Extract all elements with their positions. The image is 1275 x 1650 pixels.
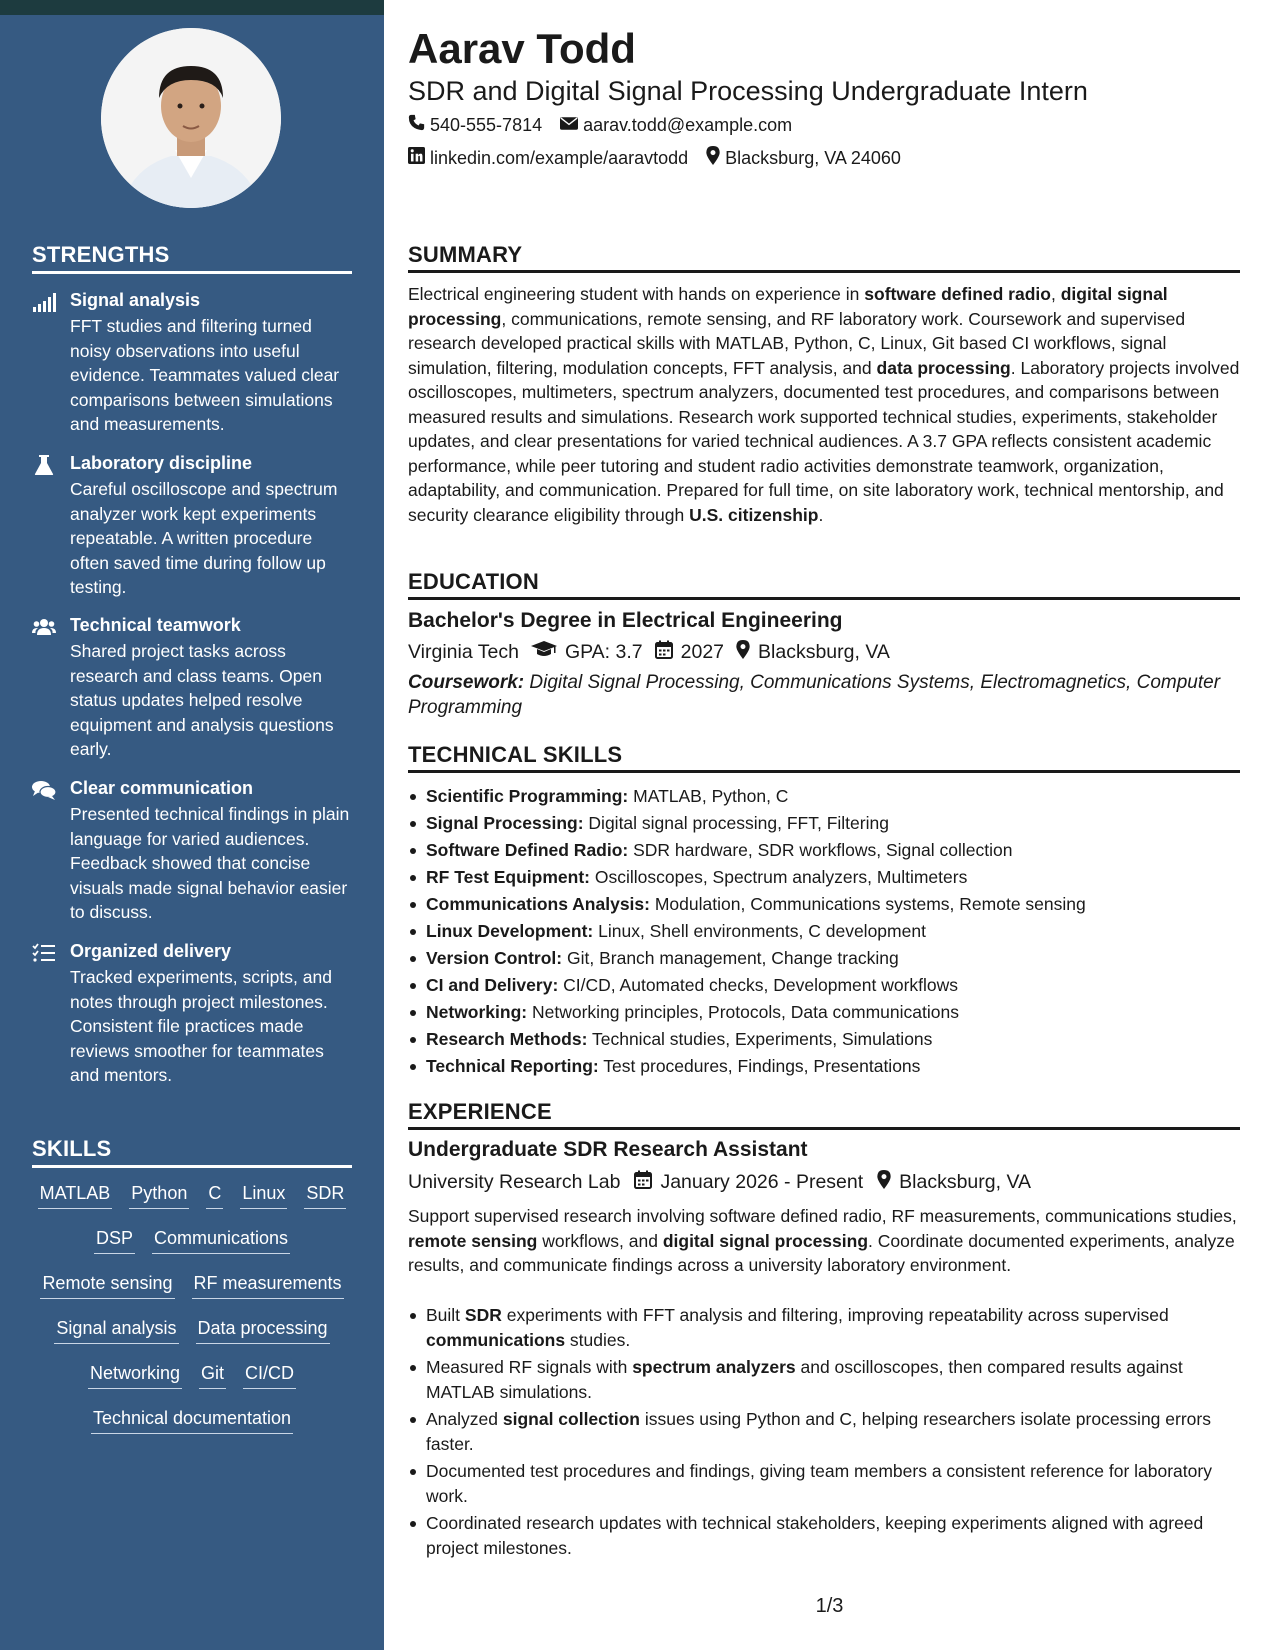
skill-category: Research Methods: [426,1029,588,1049]
bold-keyword: spectrum analyzers [632,1357,796,1377]
technical-skill-item [408,945,1240,972]
map-pin-icon [706,146,725,170]
year-text: 2027 [680,640,725,663]
education-heading: EDUCATION [408,569,1240,600]
skill-values: SDR hardware, SDR workflows, Signal collection [633,840,1013,860]
page-number: 1/3 [815,1595,844,1617]
skill-chip: Technical documentation [91,1405,293,1434]
bold-keyword: remote sensing [408,1230,538,1251]
skill-chip: Remote sensing [40,1270,174,1299]
strength-description: Shared project tasks across research and class teams. Open status updates helped resolve equipment and analysis questions early. [70,641,334,759]
sidebar [0,0,384,1650]
skills-chips [32,1180,352,1450]
technical-skills-heading: TECHNICAL SKILLS [408,742,1240,773]
envelope-icon [560,115,583,136]
skill-chip: SDR [304,1180,346,1209]
experience-location-text: Blacksburg, VA [899,1170,1032,1193]
experience-location [877,1170,1031,1195]
technical-skill-item [408,1026,1240,1053]
bold-keyword: U.S. citizenship [689,504,819,525]
skill-category: Scientific Programming: [426,786,629,806]
strength-item [32,289,352,434]
strength-description: FFT studies and filtering turned noisy observations into useful evidence. Teammates valued clear comparisons between simulations and measurements. [70,316,340,434]
calendar-icon [634,1170,660,1195]
strength-item [32,452,352,597]
bold-keyword: SDR [464,1305,502,1325]
text-run: , [1050,284,1061,304]
strength-item [32,940,352,1100]
skill-category: Communications Analysis: [426,894,650,914]
skill-chip: C [206,1180,223,1209]
strength-title: Technical teamwork [70,615,241,635]
graduation-cap-icon [531,640,565,664]
bold-keyword: digital signal processing [662,1230,869,1251]
strength-item [32,777,352,922]
skill-chip: MATLAB [38,1180,113,1209]
location-text: Blacksburg, VA 24060 [725,147,901,168]
linkedin-text: linkedin.com/example/aaravtodd [430,147,689,168]
contact-row [408,145,919,171]
strength-title: Clear communication [70,778,254,798]
text-run: and oscilloscopes, then compared results against MATLAB simulations. [426,1357,1183,1402]
skill-category: Version Control: [426,948,563,968]
experience-summary [408,1204,1240,1278]
summary-text [408,282,1240,527]
bold-keyword: data processing [876,357,1011,378]
text-run: Coordinated research updates with technical stakeholders, keeping experiments aligned with agreed project milestones. [426,1513,1204,1558]
skill-chip: Data processing [196,1315,330,1344]
education-location [736,640,890,665]
skill-chip: DSP [94,1225,135,1254]
text-run: Analyzed [426,1409,503,1429]
skill-category: Networking: [426,1002,528,1022]
text-run: issues using Python and C, helping researchers isolate processing errors faster. [426,1409,1211,1454]
checklist-icon [32,942,56,964]
technical-skills-list [408,783,1240,1080]
skill-values: Test procedures, Findings, Presentations [603,1056,921,1076]
bold-keyword: digital signal processing [408,284,1168,329]
strength-item [32,614,352,759]
phone-contact[interactable] [408,114,542,136]
profile-photo [101,28,281,208]
skill-chip: RF measurements [192,1270,344,1299]
text-run: studies. [565,1329,631,1350]
calendar-icon [655,640,681,665]
technical-skill-item [408,999,1240,1026]
skill-category: Linux Development: [426,921,594,941]
experience-bullet [408,1303,1240,1352]
experience-meta [408,1168,1043,1196]
text-run: , communications, remote sensing, and RF laboratory work. Coursework and supervised research developed practical skills with MATLAB, Python, C, Linux, Git based CI workflows, signal simulation, filtering, modulation concepts, FFT analysis, and [408,308,1186,378]
experience-bullets [408,1303,1240,1563]
text-run: experiments with FFT analysis and filtering, improving repeatability across supervised [501,1305,1169,1325]
graduation-year [655,640,724,665]
text-run: . Laboratory projects involved oscilloscopes, multimeters, spectrum analyzers, documented test procedures, and comparisons between measured results and simulations. Research work supported technical studies, experiments, stakeholder updates, and clear presentations for varied technical audiences. A 3.7 GPA reflects consistent academic performance, while peer tutoring and student radio activities demonstrate teamwork, organization, adaptability, and communication. Prepared for full time, on site laboratory work, technical mentorship, and security clearance eligibility through [408,357,1240,525]
education-location-text: Blacksburg, VA [758,640,890,663]
summary-heading: SUMMARY [408,242,1240,273]
skill-values: CI/CD, Automated checks, Development workflows [563,975,959,995]
skill-values: Modulation, Communications systems, Remote sensing [654,894,1086,914]
skill-values: Linux, Shell environments, C development [598,921,926,941]
location-contact [706,146,901,170]
skill-values: Networking principles, Protocols, Data communications [532,1002,959,1022]
linkedin-contact[interactable] [408,147,688,169]
strength-description: Careful oscilloscope and spectrum analyzer work kept experiments repeatable. A written procedure often saved time during follow up testing. [70,479,338,597]
strength-title: Signal analysis [70,290,201,310]
coursework-text: Digital Signal Processing, Communications Systems, Electromagnetics, Computer Programming [408,672,1221,718]
users-icon [32,616,56,638]
organization-name: University Research Lab [408,1170,621,1193]
map-pin-icon [736,640,758,665]
degree-title: Bachelor's Degree in Electrical Engineering [408,609,843,632]
experience-bullet [408,1355,1240,1404]
skill-chip: Signal analysis [54,1315,178,1344]
email-contact[interactable] [560,115,792,136]
school-name: Virginia Tech [408,640,519,663]
text-run: Support supervised research involving software defined radio, RF measurements, communications studies, [408,1206,1237,1226]
bold-keyword: software defined radio [864,284,1051,304]
skill-values: Oscilloscopes, Spectrum analyzers, Multimeters [594,867,968,887]
strengths-heading: STRENGTHS [32,242,352,274]
technical-skill-item [408,783,1240,810]
text-run: . Coordinate documented experiments, analyze results, and communicate findings across a university laboratory environment. [408,1230,1235,1275]
experience-heading: EXPERIENCE [408,1099,1240,1130]
skill-category: RF Test Equipment: [426,867,590,887]
phone-text: 540-555-7814 [430,114,543,135]
text-run: Measured RF signals with [426,1357,633,1377]
text-run: Built [426,1305,465,1325]
technical-skill-item [408,1053,1240,1080]
skill-chip: Communications [152,1225,290,1254]
contact-row [408,112,810,138]
technical-skill-item [408,891,1240,918]
skill-chip: CI/CD [243,1360,296,1389]
coursework-label: Coursework: [408,672,525,693]
skill-chip: Git [199,1360,226,1389]
skill-category: CI and Delivery: [426,975,559,995]
skill-category: Signal Processing: [426,813,584,833]
text-run: workflows, and [537,1230,663,1251]
skill-chip: Networking [88,1360,182,1389]
text-run: Documented test procedures and findings, giving team members a consistent reference for laboratory work. [426,1461,1212,1506]
skill-values: Technical studies, Experiments, Simulations [591,1029,933,1049]
text-run: . [818,504,824,525]
skill-values: Digital signal processing, FFT, Filtering [588,813,889,833]
experience-bullet [408,1459,1240,1508]
text-run: Electrical engineering student with hands on experience in [408,284,865,304]
linkedin-icon [408,147,430,169]
skill-values: Git, Branch management, Change tracking [567,948,899,968]
skills-heading: SKILLS [32,1136,352,1168]
candidate-name: Aarav Todd [408,25,636,72]
signal-bars-icon [32,291,56,313]
experience-dates [634,1170,863,1195]
skill-chip: Linux [240,1180,287,1209]
flask-icon [32,454,56,476]
candidate-title: SDR and Digital Signal Processing Undergraduate Intern [408,76,1088,106]
technical-skill-item [408,864,1240,891]
dates-text: January 2026 - Present [660,1170,864,1193]
strength-title: Laboratory discipline [70,453,253,473]
sidebar-top-bar [0,0,384,15]
bold-keyword: signal collection [502,1409,640,1429]
bold-keyword: communications [426,1329,566,1350]
gpa-text: GPA: 3.7 [564,640,643,663]
skill-chip: Python [129,1180,189,1209]
skill-category: Software Defined Radio: [426,840,629,860]
technical-skill-item [408,837,1240,864]
strength-description: Tracked experiments, scripts, and notes through project milestones. Consistent file practices made reviews smoother for teammates and mentors. [70,967,332,1085]
experience-bullet [408,1511,1240,1560]
phone-icon [408,114,430,136]
coursework [408,671,1240,720]
email-text: aarav.todd@example.com [583,114,793,135]
technical-skill-item [408,972,1240,999]
technical-skill-item [408,810,1240,837]
strength-title: Organized delivery [70,941,232,961]
technical-skill-item [408,918,1240,945]
skill-category: Technical Reporting: [426,1056,599,1076]
map-pin-icon [877,1170,899,1195]
gpa [531,640,643,664]
role-title: Undergraduate SDR Research Assistant [408,1138,808,1161]
skill-values: MATLAB, Python, C [633,786,789,806]
comments-icon [32,779,56,801]
education-meta [408,638,902,666]
strength-description: Presented technical findings in plain language for varied audiences. Feedback showed that concise visuals made signal behavior easier to discuss. [70,804,350,922]
experience-bullet [408,1407,1240,1456]
